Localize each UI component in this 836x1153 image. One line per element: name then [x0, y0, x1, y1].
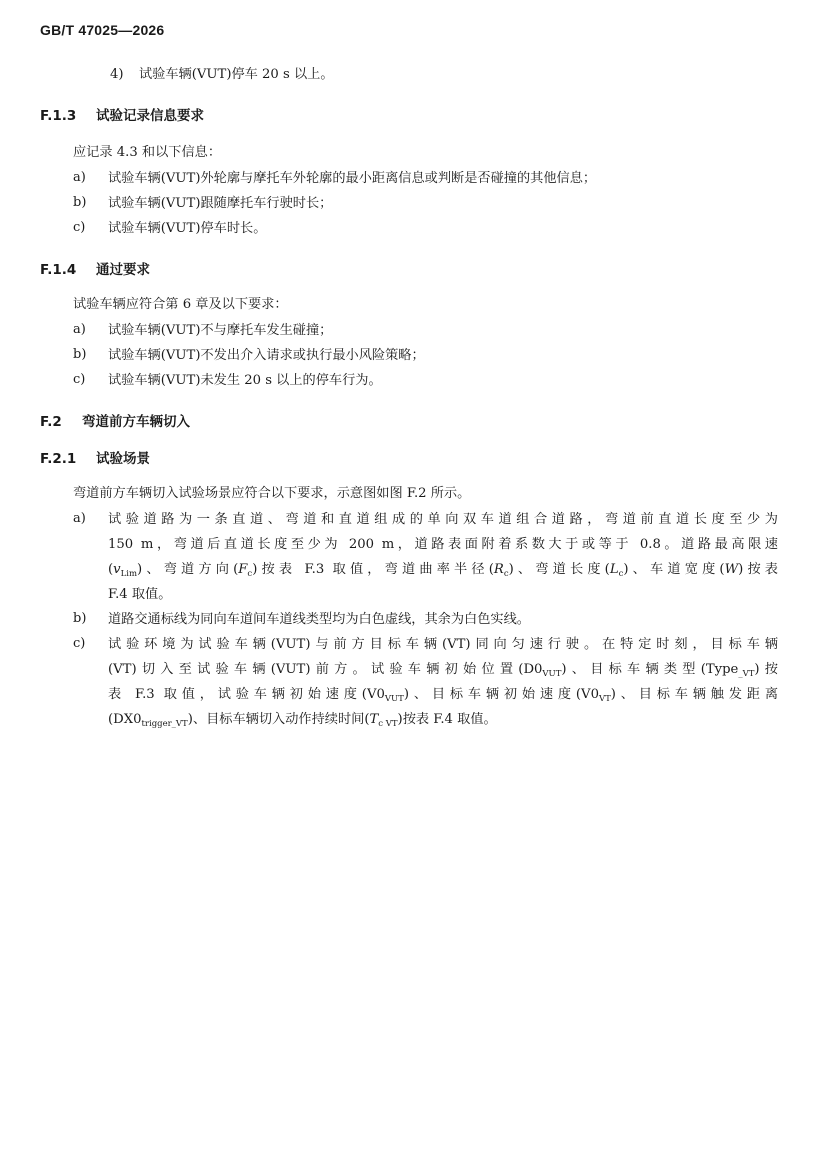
list-item-text: 试验车辆(VUT)停车 20 s 以上。: [139, 67, 334, 82]
list-marker: 4): [110, 67, 124, 82]
paragraph-intro: 应记录 4.3 和以下信息：: [73, 145, 222, 160]
list-item-text: 试验车辆(VUT)未发生 20 s 以上的停车行为。: [108, 373, 382, 388]
list-marker: c): [73, 636, 86, 651]
section-heading-f2: [40, 410, 190, 430]
list-item-text: 150 m，弯道后直道长度至少为 200 m，道路表面附着系数大于或等于 0.8。道路最高限速: [108, 537, 778, 552]
text-run: )、车道宽度(: [623, 562, 725, 577]
section-number: F.1.3: [40, 108, 77, 124]
section-heading-f13: [40, 104, 204, 124]
math-symbol: R: [493, 562, 504, 577]
subscript: c: [503, 569, 509, 579]
list-item-text: 试验环境为试验车辆(VUT)与前方目标车辆(VT)同向匀速行驶。在特定时刻，目标车辆: [108, 637, 778, 652]
section-title: 通过要求: [96, 262, 150, 278]
math-symbol: T: [369, 712, 379, 727]
subscript: trigger_VT: [141, 719, 188, 729]
paragraph-intro: 弯道前方车辆切入试验场景应符合以下要求，示意图如图 F.2 所示。: [73, 486, 471, 501]
list-item-text: 试验车辆(VUT)不发出介入请求或执行最小风险策略；: [108, 348, 425, 363]
section-title: 试验记录信息要求: [96, 108, 204, 124]
math-symbol: L: [609, 562, 619, 577]
list-item-text: 试验道路为一条直道、弯道和直道组成的单向双车道组合道路，弯道前直道长度至少为: [108, 512, 778, 527]
subscript: VT: [598, 694, 611, 704]
text-run: )、弯道长度(: [508, 562, 610, 577]
subscript: c VT: [378, 719, 398, 729]
list-marker: c): [73, 220, 86, 235]
section-number: F.2: [40, 414, 62, 430]
list-marker: a): [73, 322, 86, 337]
section-heading-f14: [40, 258, 150, 278]
section-number: F.2.1: [40, 451, 77, 467]
list-item-text: 试验车辆(VUT)跟随摩托车行驶时长；: [108, 196, 333, 211]
list-item-text: 试验车辆(VUT)外轮廓与摩托车外轮廓的最小距离信息或判断是否碰撞的其他信息；: [108, 171, 597, 186]
list-item-text: [108, 561, 778, 579]
list-item-text: [108, 711, 497, 729]
subscript: c: [247, 569, 253, 579]
text-run: 表 F.3 取值，试验车辆初始速度(V0: [108, 687, 385, 702]
list-item-text: [108, 686, 778, 704]
paragraph-intro: 试验车辆应符合第 6 章及以下要求：: [73, 297, 288, 312]
list-item-text: 道路交通标线为同向车道间车道线类型均为白色虚线，其余为白色实线。: [108, 612, 530, 627]
text-run: )、目标车辆类型(Type: [561, 662, 739, 677]
list-item-text: [108, 661, 778, 679]
section-number: F.1.4: [40, 262, 77, 278]
subscript: c: [618, 569, 624, 579]
text-run: (DX0: [108, 712, 142, 727]
list-item-text: 试验车辆(VUT)不与摩托车发生碰撞；: [108, 323, 333, 338]
text-run: )、目标车辆初始速度(V0: [403, 687, 599, 702]
text-run: )按表 F.4 取值。: [397, 712, 497, 727]
section-heading-f21: [40, 447, 150, 467]
text-run: (: [108, 562, 114, 577]
text-run: (VT)切入至试验车辆(VUT)前方。试验车辆初始位置(D0: [108, 662, 543, 677]
text-run: )按表: [738, 562, 778, 577]
list-marker: b): [73, 347, 87, 362]
text-run: )、弯道方向(: [137, 562, 239, 577]
text-run: )、目标车辆触发距离: [610, 687, 779, 702]
text-run: )按: [754, 662, 778, 677]
list-item-text: F.4 取值。: [108, 587, 172, 602]
subscript: Lim: [120, 569, 138, 579]
text-run: )按表 F.3 取值，弯道曲率半径(: [252, 562, 494, 577]
standard-number: GB/T 47025—2026: [40, 22, 165, 38]
list-item-text: 试验车辆(VUT)停车时长。: [108, 221, 267, 236]
subscript: VUT: [384, 694, 404, 704]
list-marker: b): [73, 195, 87, 210]
math-symbol: W: [724, 562, 739, 577]
list-marker: a): [73, 170, 86, 185]
list-marker: b): [73, 611, 87, 626]
section-title: 试验场景: [96, 451, 150, 467]
list-marker: c): [73, 372, 86, 387]
subscript: VUT: [542, 669, 562, 679]
list-marker: a): [73, 511, 86, 526]
text-run: )、目标车辆切入动作持续时间(: [187, 712, 370, 727]
math-symbol: v: [113, 562, 121, 577]
subscript: _VT: [738, 669, 755, 679]
section-title: 弯道前方车辆切入: [82, 414, 190, 430]
math-symbol: F: [238, 562, 248, 577]
